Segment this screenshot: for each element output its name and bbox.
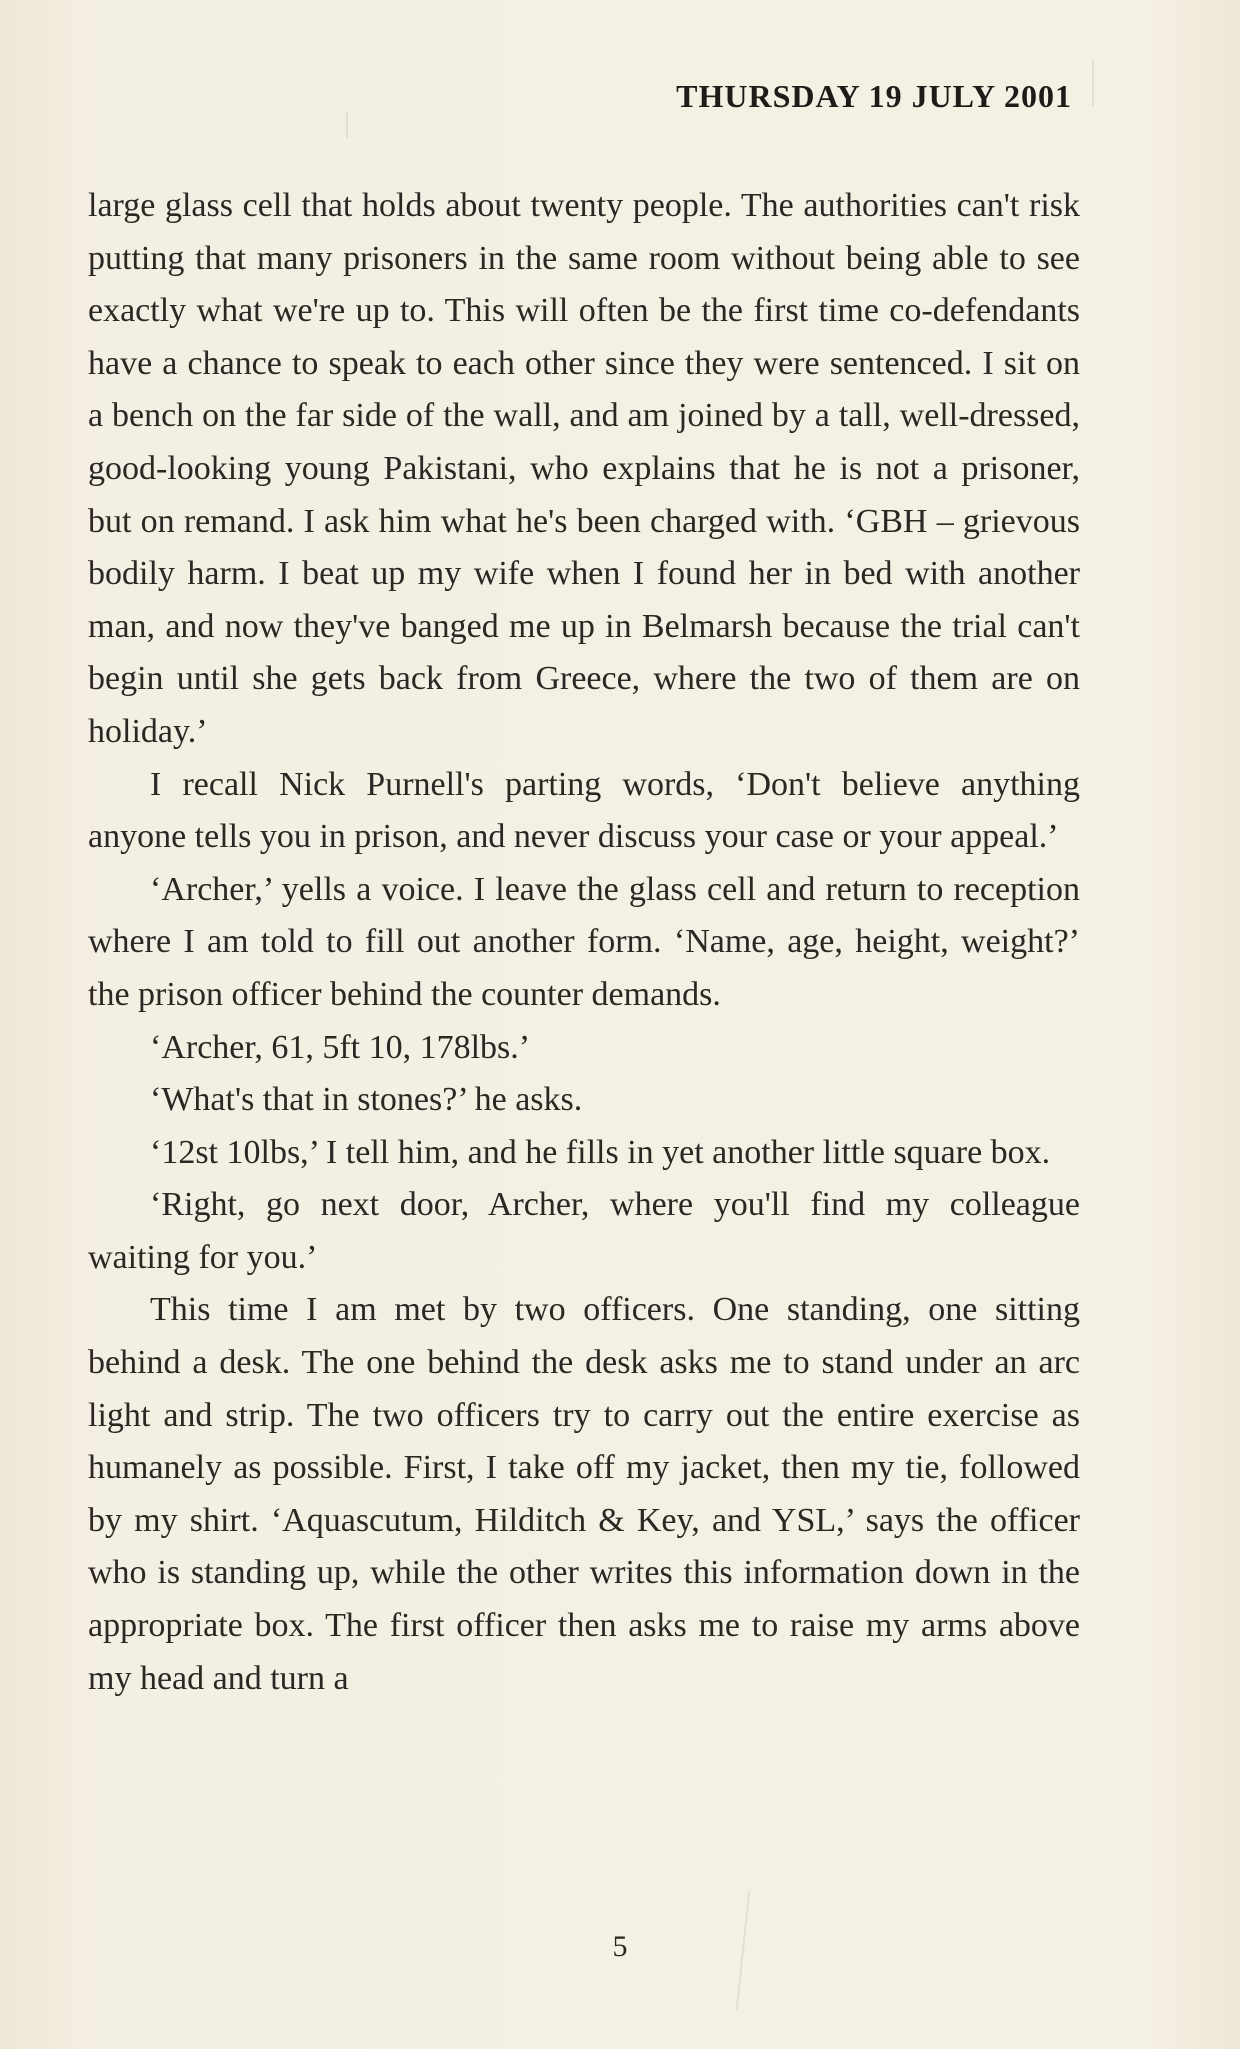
running-head: THURSDAY 19 JULY 2001 — [676, 78, 1072, 114]
page-number: 5 — [612, 1930, 628, 1963]
paragraph: ‘What's that in stones?’ he asks. — [150, 1081, 583, 1119]
paragraph: ‘Archer,’ yells a voice. I leave the glass cell and return to reception where I am told to fill out another form. ‘Name, age, height, weight?’ the prison officer behind the counter demands. — [88, 870, 1080, 1013]
body-text — [88, 180, 1080, 1705]
paragraph: ‘12st 10lbs,’ I tell him, and he fills in yet another little square box. — [150, 1133, 1051, 1171]
paragraph: ‘Archer, 61, 5ft 10, 178lbs.’ — [150, 1028, 531, 1066]
paragraph: ‘Right, go next door, Archer, where you'll find my colleague waiting for you.’ — [88, 1186, 1080, 1276]
paper-mark — [346, 112, 348, 138]
paragraph: large glass cell that holds about twenty people. The authorities can't risk putting that many prisoners in the same room without being able to see exactly what we're up to. This will often be the first time co-defendants have a chance to speak to each other since they were sentenced. I sit on a bench on the far side of the wall, and am joined by a tall, well-dressed, good-looking young Pakistani, who explains that he is not a prisoner, but on remand. I ask him what he's been charged with. ‘GBH – grievous bodily harm. I beat up my wife when I found her in bed with another man, and now they've banged me up in Belmarsh because the trial can't begin until she gets back from Greece, where the two of them are on holiday.’ — [88, 187, 1080, 750]
paragraph: This time I am met by two officers. One standing, one sitting behind a desk. The one behind the desk asks me to stand under an arc light and strip. The two officers try to carry out the entire exercise as humanely as possible. First, I take off my jacket, then my tie, followed by my shirt. ‘Aquascutum, Hilditch & Key, and YSL,’ says the officer who is standing up, while the other writes this information down in the appropriate box. The first officer then asks me to raise my arms above my head and turn a — [88, 1291, 1080, 1697]
paragraph: I recall Nick Purnell's parting words, ‘Don't believe anything anyone tells you in prison, and never discuss your case or your appeal.’ — [88, 765, 1080, 856]
paper-mark — [1092, 60, 1094, 106]
